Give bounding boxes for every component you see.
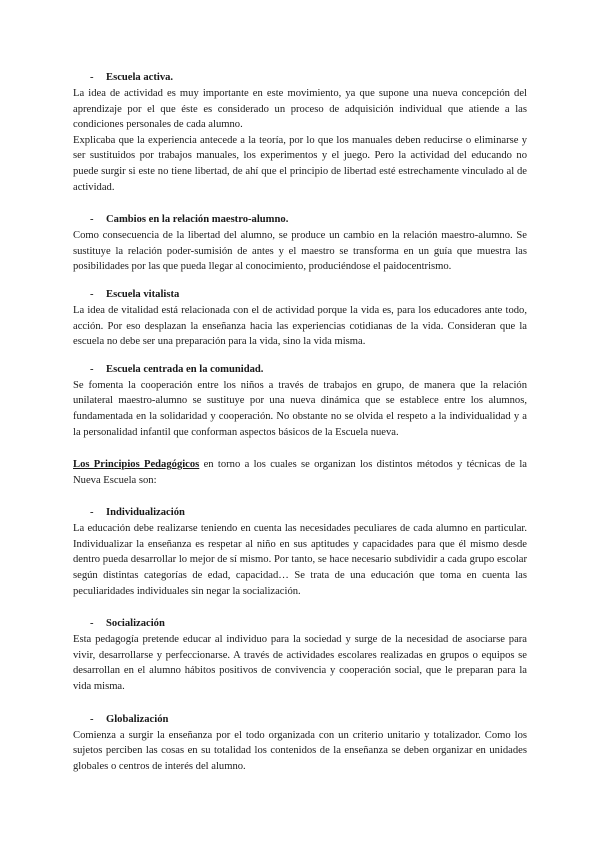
section-title: Socialización [106,618,165,630]
section-escuela-vitalista [73,287,527,350]
paragraph: La idea de actividad es muy importante en este movimiento, ya que supone una nueva concepción del aprendizaje por el que éste es considerado un proceso de adquisición individual que atiende a las condiciones personales de cada alumno. [73,88,527,131]
paragraph: Esta pedagogía pretende educar al individuo para la sociedad y surge de la necesidad de asociarse para vivir, desarrollarse y perfeccionarse. A través de actividades escolares realizadas en grupos o equipos se desarrollan en el alumno hábitos positivos de convivencia y cooperación social, que le preparan para la vida misma. [73,634,527,693]
paragraph: Explicaba que la experiencia antecede a la teoría, por lo que los manuales deben reducirse o eliminarse y ser sustituidos por trabajos manuales, los experimentos y el juego. Pero la actividad del educando no puede surgir si este no tiene libertad, de ahí que el principio de libertad esté estrechamente vinculado al de actividad. [73,134,527,193]
bullet-dash: - [90,363,94,375]
section-individualizacion [73,505,527,599]
section-title: Individualización [106,507,185,519]
section-escuela-activa [73,70,527,195]
section-heading [73,712,527,728]
principles-intro-underlined: Los Principios Pedagógicos [73,459,200,471]
bullet-dash: - [90,713,94,725]
bullet-dash: - [90,72,94,83]
section-title: Globalización [106,713,169,725]
section-heading [73,505,527,521]
bullet-dash: - [90,507,94,519]
section-title: Escuela activa. [106,72,174,83]
section-globalizacion [73,712,527,775]
bullet-dash: - [90,214,94,226]
section-heading [73,287,527,303]
paragraph: Se fomenta la cooperación entre los niños a través de trabajos en grupo, de manera que la relación unilateral maestro-alumno se sustituye por una nueva dinámica que se establece entre los alumnos, fundamentada en la solidaridad y cooperación. No obstante no se olvida el respeto a la individualidad y a la personalidad infantil que conforman aspectos básicos de la Escuela nueva. [73,379,527,438]
paragraph: La idea de vitalidad está relacionada con el de actividad porque la vida es, para los educadores ante todo, acción. Por eso desplazan la enseñanza hacia las experiencias cotidianas de la vida. Consideran que la escuela no debe ser una preparación para la vida, sino la vida misma. [73,304,527,348]
bullet-dash: - [90,288,94,300]
bullet-dash: - [90,618,94,630]
principles-intro [73,457,527,488]
section-title: Cambios en la relación maestro-alumno. [106,214,289,226]
principles-intro-rest: en torno a los cuales se organizan los distintos métodos y técnicas de la Nueva Escuela son: [73,459,527,486]
paragraph: Comienza a surgir la enseñanza por el todo organizada con un criterio unitario y totalizador. Como los sujetos perciben las cosas en su totalidad los contenidos de la enseñanza se deben organizar en unidades globales o centros de interés del alumno. [73,729,527,772]
section-heading [73,70,527,86]
section-escuela-comunidad [73,362,527,440]
section-socializacion [73,616,527,694]
section-heading [73,212,527,228]
section-cambios-relacion [73,212,527,275]
section-title: Escuela centrada en la comunidad. [106,363,264,375]
paragraph: La educación debe realizarse teniendo en cuenta las necesidades peculiares de cada alumno en particular. Individualizar la enseñanza es respetar al niño en sus aptitudes y capacidades para que él mismo desde dentro pueda desarrollar lo mejor de sí mismo. Por tanto, se hace necesario subdividir a cada grupo escolar según distintas categorías de edad, capacidad… Se trata de una educación que toma en cuenta las peculiaridades individuales sin negar la socialización. [73,523,527,597]
paragraph: Como consecuencia de la libertad del alumno, se produce un cambio en la relación maestro-alumno. Se sustituye la relación poder-sumisión de antes y el maestro se transforma en un guía que muestra las posibilidades por las que pueda llegar al conocimiento, produciéndose el paidocentrismo. [73,230,527,273]
document-page [73,70,527,774]
section-heading [73,362,527,378]
section-title: Escuela vitalista [106,288,180,300]
section-heading [73,616,527,632]
